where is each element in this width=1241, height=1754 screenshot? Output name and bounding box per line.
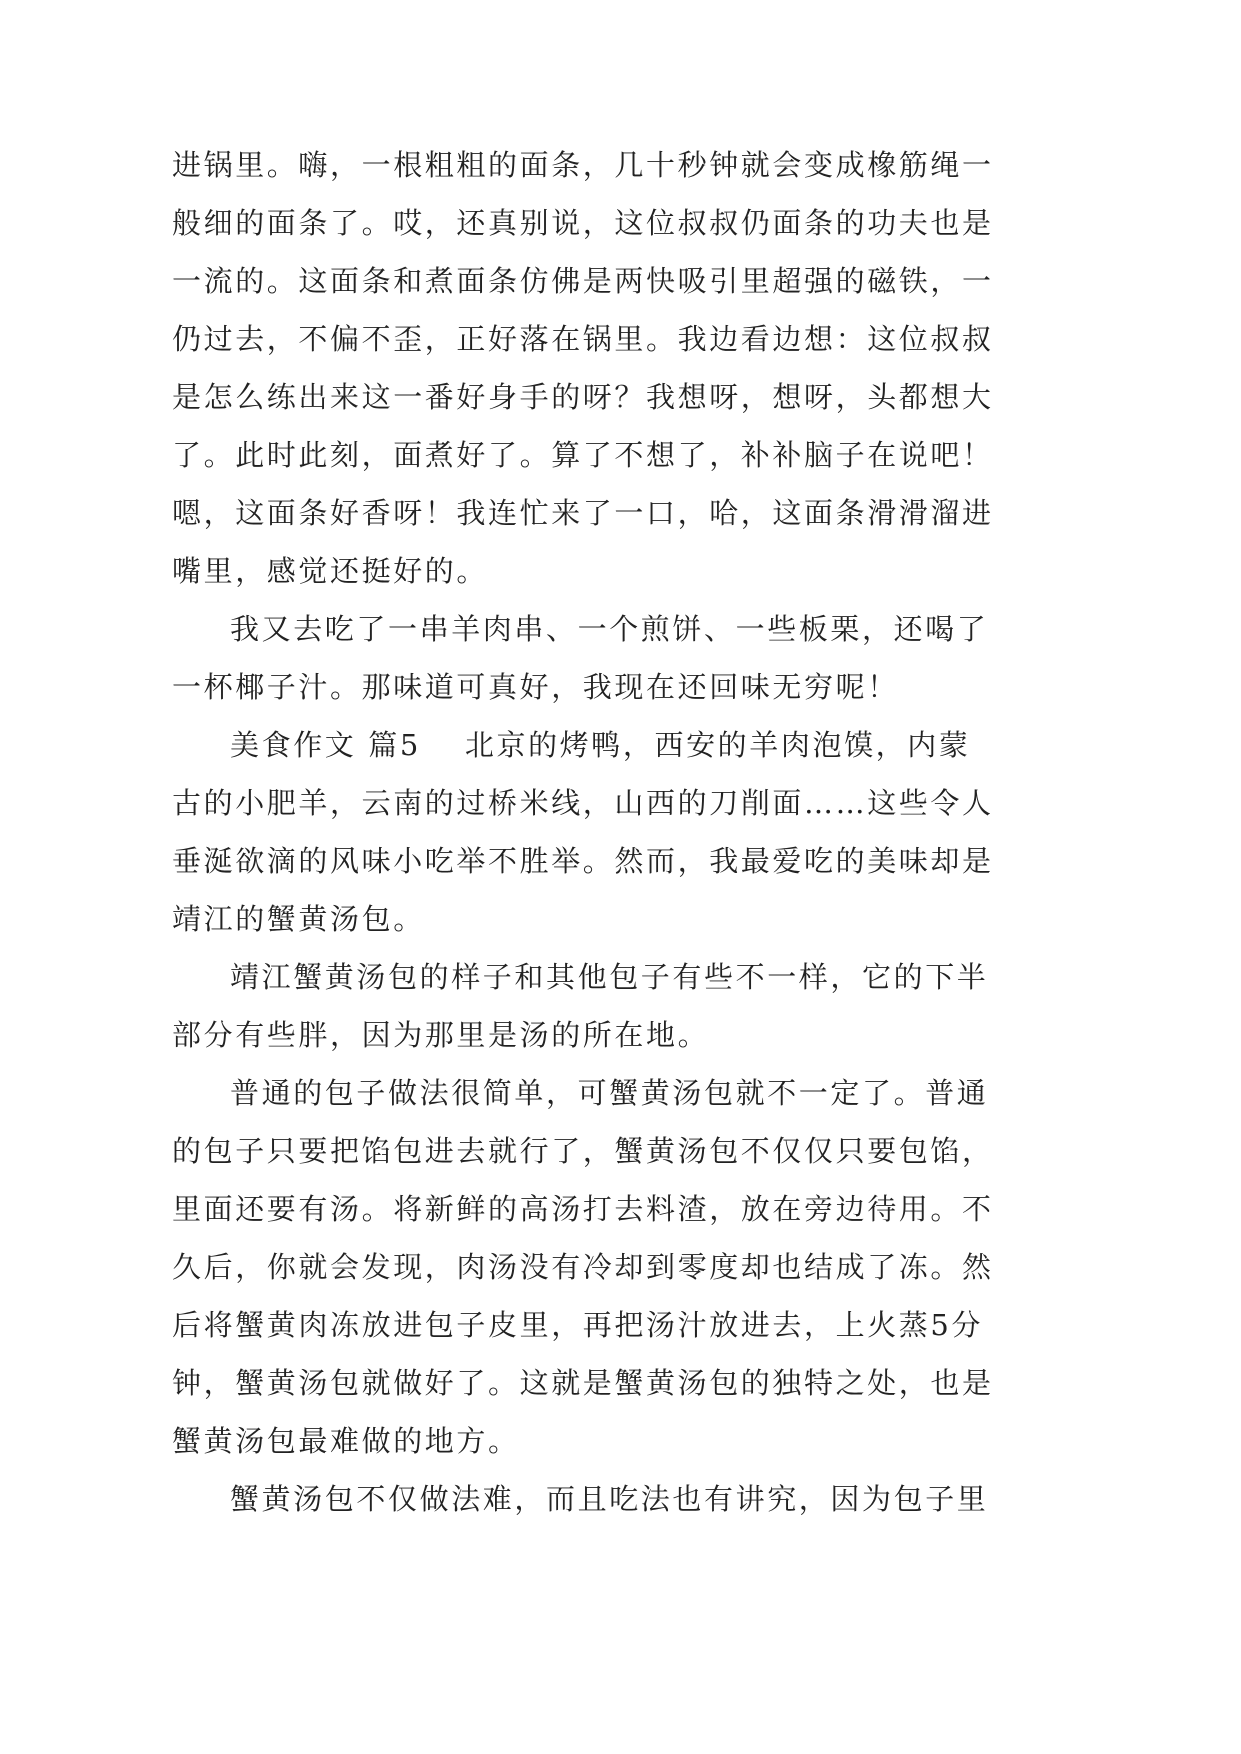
text-line: 一流的。这面条和煮面条仿佛是两快吸引里超强的磁铁，一: [172, 264, 994, 298]
text-line: 嗯，这面条好香呀！我连忙来了一口，哈，这面条滑滑溜进: [172, 496, 994, 530]
text-line: 靖江蟹黄汤包的样子和其他包子有些不一样，它的下半: [230, 960, 989, 994]
text-line: 我又去吃了一串羊肉串、一个煎饼、一些板栗，还喝了: [230, 612, 989, 646]
text-line: 靖江的蟹黄汤包。: [172, 902, 425, 936]
text-line: 一杯椰子汁。那味道可真好，我现在还回味无穷呢！: [172, 670, 899, 704]
section-heading-line: [172, 716, 971, 774]
text-line-part: 北京的烤鸭，西安的羊肉泡馍，内蒙: [464, 728, 971, 762]
text-line: 是怎么练出来这一番好身手的呀？我想呀，想呀，头都想大: [172, 380, 994, 414]
text-line: 古的小肥羊，云南的过桥米线，山西的刀削面……这些令人: [172, 786, 994, 820]
section-heading: 美食作文 篇5: [230, 728, 421, 762]
text-line: 仍过去，不偏不歪，正好落在锅里。我边看边想：这位叔叔: [172, 322, 994, 356]
text-line: 进锅里。嗨，一根粗粗的面条，几十秒钟就会变成橡筋绳一: [172, 148, 994, 182]
text-line: 了。此时此刻，面煮好了。算了不想了，补补脑子在说吧！: [172, 438, 994, 472]
text-line: 久后，你就会发现，肉汤没有冷却到零度却也结成了冻。然: [172, 1250, 994, 1284]
body-text: [172, 136, 994, 1528]
text-line: 般细的面条了。哎，还真别说，这位叔叔仍面条的功夫也是: [172, 206, 994, 240]
text-line: 钟，蟹黄汤包就做好了。这就是蟹黄汤包的独特之处，也是: [172, 1366, 994, 1400]
text-line: 蟹黄汤包不仅做法难，而且吃法也有讲究，因为包子里: [230, 1482, 989, 1516]
text-line: 蟹黄汤包最难做的地方。: [172, 1424, 520, 1458]
text-line: 垂涎欲滴的风味小吃举不胜举。然而，我最爱吃的美味却是: [172, 844, 994, 878]
text-line: 嘴里，感觉还挺好的。: [172, 554, 489, 588]
text-line: 里面还要有汤。将新鲜的高汤打去料渣，放在旁边待用。不: [172, 1192, 994, 1226]
text-line: 普通的包子做法很简单，可蟹黄汤包就不一定了。普通: [230, 1076, 989, 1110]
text-line: 部分有些胖，因为那里是汤的所在地。: [172, 1018, 710, 1052]
text-line: 的包子只要把馅包进去就行了，蟹黄汤包不仅仅只要包馅，: [172, 1134, 994, 1168]
text-line: 后将蟹黄肉冻放进包子皮里，再把汤汁放进去，上火蒸5分: [172, 1308, 984, 1342]
